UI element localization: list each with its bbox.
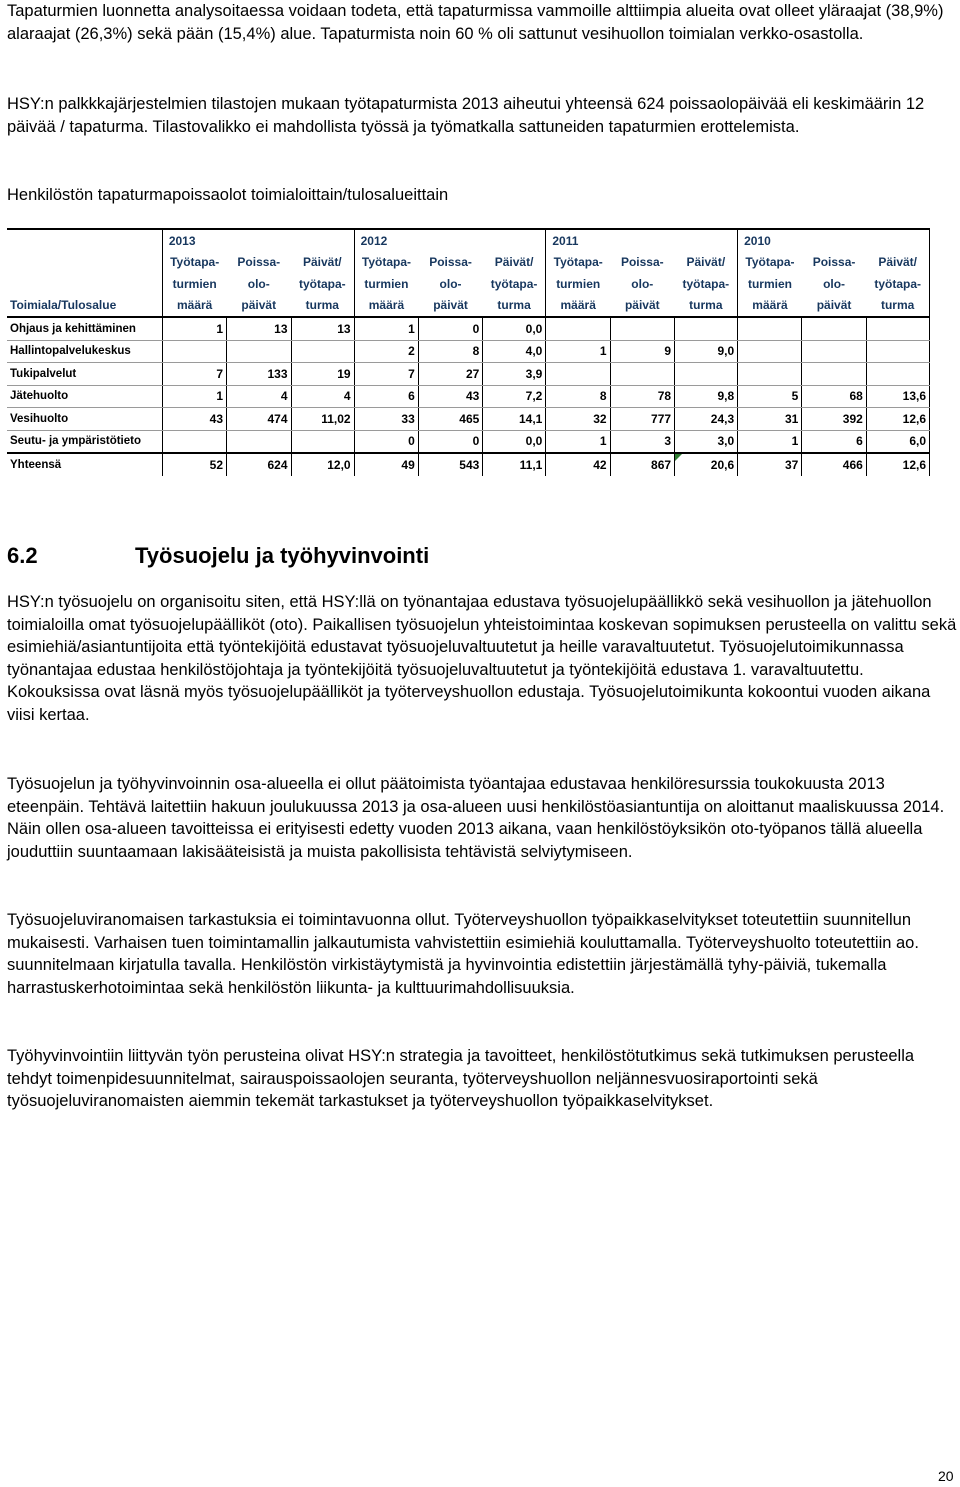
- year-header: 2011: [546, 229, 738, 252]
- wellbeing-paragraph: Työhyvinvointiin liittyvän työn perusteina olivat HSY:n strategia ja tavoitteet, henkilöstötutkimus sekä tutkimuksen perusteella tehdyt toimenpidesuunnitelmat, sairauspoissaolojen seuranta, työterveyshuollon neljännesvuosiraportointi sekä työsuojeluviranomaisten aiemmin tekemät tarkastukset ja työterveyshuollon työpaikkaselvitykset.: [7, 1047, 915, 1110]
- table-cell: 31: [738, 408, 802, 431]
- label-column-header: Toimiala/Tulosalue: [7, 295, 162, 318]
- table-cell: 27: [418, 363, 483, 386]
- table-cell: [227, 430, 292, 453]
- table-cell: 392: [802, 408, 867, 431]
- table-cell: 14,1: [483, 408, 546, 431]
- table-cell: 9,8: [675, 385, 738, 408]
- table-cell: 13: [227, 317, 292, 340]
- row-label: Seutu- ja ympäristötieto: [7, 430, 162, 453]
- column-header: turmien: [556, 276, 601, 291]
- column-header: Työtapa-: [553, 255, 603, 270]
- row-label: Ohjaus ja kehittäminen: [7, 317, 162, 340]
- accident-absence-table: [7, 228, 930, 476]
- table-cell: 32: [546, 408, 610, 431]
- table-cell: 3,9: [483, 363, 546, 386]
- year-header: 2012: [354, 229, 546, 252]
- table-cell: 78: [610, 385, 675, 408]
- blank-cell: [7, 229, 162, 252]
- total-cell: 11,1: [483, 453, 546, 476]
- table-cell: 7: [354, 363, 418, 386]
- table-cell: [802, 363, 867, 386]
- table-cell: [738, 363, 802, 386]
- table-cell: 4: [291, 385, 354, 408]
- section-heading: [7, 543, 429, 569]
- inspections-paragraph: Työsuojeluviranomaisen tarkastuksia ei toimintavuonna ollut. Työterveyshuollon työpaikkaselvitykset toteutettiin suunnitellun mukaisesti. Varhaisen tuen toimintamallin jalkautumista vahvistettiin esimiehiä kouluttamalla. Työterveyshuolto toteutettiin ao. suunnitelmaan kirjatulla tavalla. Henkilöstön virkistäytymistä ja hyvinvointia edistettiin järjestämällä tyhy-päiviä, tukemalla harrastuskerhotoimintaa sekä henkilöstön liikunta- ja kulttuurimahdollisuuksia.: [7, 911, 919, 997]
- year-header-row: [7, 229, 930, 252]
- total-cell: 624: [227, 453, 292, 476]
- table-cell: [802, 340, 867, 363]
- table-cell: 1: [738, 430, 802, 453]
- column-header: määrä: [162, 295, 226, 318]
- table-cell: 0,0: [483, 317, 546, 340]
- column-header: päivät: [418, 295, 483, 318]
- table-row: [7, 363, 930, 386]
- table-cell: 1: [162, 385, 226, 408]
- total-cell: 37: [738, 453, 802, 476]
- section-number: 6.2: [7, 543, 38, 568]
- table-row: [7, 385, 930, 408]
- table-cell: 465: [418, 408, 483, 431]
- table-cell: 0: [418, 430, 483, 453]
- total-cell: 12,0: [291, 453, 354, 476]
- table-cell: 13: [291, 317, 354, 340]
- table-cell: [738, 340, 802, 363]
- table-cell: 33: [354, 408, 418, 431]
- column-header: Poissa-: [237, 255, 281, 270]
- table-cell: 3: [610, 430, 675, 453]
- table-cell: [675, 317, 738, 340]
- table-cell: [227, 340, 292, 363]
- total-cell: 42: [546, 453, 610, 476]
- table-cell: 7: [162, 363, 226, 386]
- table-cell: 1: [546, 430, 610, 453]
- table-cell: [610, 317, 675, 340]
- table-cell: 6: [354, 385, 418, 408]
- table-cell: 0: [354, 430, 418, 453]
- table-cell: 43: [418, 385, 483, 408]
- table-cell: [738, 317, 802, 340]
- column-header-row: [7, 295, 930, 318]
- table-cell: 9,0: [675, 340, 738, 363]
- year-header: 2013: [162, 229, 354, 252]
- column-header: Poissa-: [812, 255, 856, 270]
- total-cell: 466: [802, 453, 867, 476]
- column-header: Työtapa-: [170, 255, 220, 270]
- column-header: turma: [866, 295, 929, 318]
- table-cell: [610, 363, 675, 386]
- table-cell: 11,02: [291, 408, 354, 431]
- column-header: olo-: [631, 276, 654, 291]
- table-caption: Henkilöstön tapaturmapoissaolot toimialoittain/tulosalueittain: [7, 186, 449, 204]
- row-label: Jätehuolto: [7, 385, 162, 408]
- column-header: turma: [675, 295, 738, 318]
- table-cell: 43: [162, 408, 226, 431]
- table-cell: 1: [162, 317, 226, 340]
- column-header: määrä: [546, 295, 610, 318]
- table-cell: 474: [227, 408, 292, 431]
- year-header: 2010: [738, 229, 930, 252]
- column-header: Päivät/: [483, 252, 546, 274]
- cell-marker-icon: [675, 454, 682, 461]
- column-header: määrä: [738, 295, 802, 318]
- table-row: [7, 340, 930, 363]
- section-title: Työsuojelu ja työhyvinvointi: [135, 543, 430, 568]
- table-cell: [291, 430, 354, 453]
- column-header: Poissa-: [620, 255, 664, 270]
- page-number: 20: [938, 1468, 954, 1484]
- safety-organisation-paragraph: HSY:n työsuojelu on organisoitu siten, että HSY:llä on työnantajaa edustava työsuojelupäällikkö sekä vesihuollon ja jätehuollon toimialoilla omat työsuojelupäälliköt (oto). Paikallisen työsuojelun yhteistoimintaa koskevan sopimuksen perusteella on valittu sekä esimiehiä/asiantuntijoita että työntekijöitä edustavat työsuojeluvaltuutetut ja heille varavaltuutetut. Työsuojelutoimikunnassa työnantajaa edustaa henkilöstöjohtaja ja työntekijöitä työsuojeluvaltuutetut ja työntekijöitä edustava 1. varavaltuutettu. Kokouksissa ovat läsnä myös työsuojelupäälliköt ja työterveyshuollon edustaja. Työsuojelutoimikunta kokoontui vuoden aikana viisi kertaa.: [7, 593, 957, 724]
- column-header: Päivät/: [675, 252, 738, 274]
- intro-paragraph: Tapaturmien luonnetta analysoitaessa voidaan todeta, että tapaturmissa vammoille alttiimpia alueita ovat olleet yläraajat (38,9%) alaraajat (26,3%) sekä pään (15,4%) alue. Tapaturmista noin 60 % oli sattunut vesihuollon toimialan verkko-osastolla.: [7, 2, 944, 43]
- table-cell: 13,6: [866, 385, 929, 408]
- table-cell: 2: [354, 340, 418, 363]
- table-cell: 0: [418, 317, 483, 340]
- resourcing-paragraph: Työsuojelun ja työhyvinvoinnin osa-alueella ei ollut päätoimista työantajaa edustavaa henkilöresurssia toukokuusta 2013 eteenpäin. Tehtävä laitettiin hakuun joulukuussa 2013 ja osa-alueen uusi henkilöstöasiantuntija on aloittanut maaliskuussa 2014. Näin ollen osa-alueen tavoitteissa ei erityisesti edetty vuoden 2013 aikana, vaan henkilöstöyksikön oto-työpanos tällä alueella jouduttiin suuntaamaan lakisääteisistä ja muista pakollisista tehtävistä selviytymiseen.: [7, 775, 945, 861]
- column-header: Työtapa-: [745, 255, 795, 270]
- column-header-row: [7, 252, 930, 274]
- table-cell: 5: [738, 385, 802, 408]
- absence-paragraph: HSY:n palkkkajärjestelmien tilastojen mukaan työtapaturmista 2013 aiheutui yhteensä 624 poissaolopäivää eli keskimäärin 12 päivää / tapaturma. Tilastovalikko ei mahdollista työssä ja työmatkalla sattuneiden tapaturmien erottelemista.: [7, 95, 925, 136]
- column-header: Poissa-: [429, 255, 472, 270]
- table-cell: [866, 340, 929, 363]
- column-header: työtapa-: [866, 273, 929, 295]
- column-header: turmien: [747, 276, 792, 291]
- table-cell: 1: [546, 340, 610, 363]
- table-cell: 8: [418, 340, 483, 363]
- table-cell: [866, 317, 929, 340]
- table-cell: 6,0: [866, 430, 929, 453]
- column-header: työtapa-: [483, 273, 546, 295]
- table-cell: 777: [610, 408, 675, 431]
- column-header: olo-: [823, 276, 846, 291]
- column-header: määrä: [354, 295, 418, 318]
- table-cell: 4,0: [483, 340, 546, 363]
- row-label: Tukipalvelut: [7, 363, 162, 386]
- blank-cell: [7, 252, 162, 274]
- column-header: Päivät/: [866, 252, 929, 274]
- column-header-row: [7, 273, 930, 295]
- total-cell: 52: [162, 453, 226, 476]
- table-cell: 133: [227, 363, 292, 386]
- table-cell: 1: [354, 317, 418, 340]
- table-cell: 9: [610, 340, 675, 363]
- column-header: päivät: [610, 295, 675, 318]
- table-cell: 24,3: [675, 408, 738, 431]
- total-row: [7, 453, 930, 476]
- table-cell: 3,0: [675, 430, 738, 453]
- table-row: [7, 430, 930, 453]
- table-cell: [802, 317, 867, 340]
- column-header: Työtapa-: [361, 255, 411, 270]
- column-header: Päivät/: [291, 252, 354, 274]
- column-header: työtapa-: [675, 273, 738, 295]
- table-cell: [675, 363, 738, 386]
- table-cell: 8: [546, 385, 610, 408]
- row-label: Hallintopalvelukeskus: [7, 340, 162, 363]
- table-cell: 7,2: [483, 385, 546, 408]
- column-header: päivät: [802, 295, 867, 318]
- table-cell: [546, 363, 610, 386]
- table-cell: 4: [227, 385, 292, 408]
- table-cell: 0,0: [483, 430, 546, 453]
- table-cell: 19: [291, 363, 354, 386]
- column-header: turmien: [172, 276, 217, 291]
- column-header: turma: [291, 295, 354, 318]
- table-cell: [162, 340, 226, 363]
- row-label: Vesihuolto: [7, 408, 162, 431]
- table-row: [7, 317, 930, 340]
- table-cell: [866, 363, 929, 386]
- column-header: työtapa-: [291, 273, 354, 295]
- column-header: päivät: [227, 295, 292, 318]
- total-label: Yhteensä: [7, 453, 162, 476]
- blank-cell: [7, 273, 162, 295]
- column-header: turmien: [364, 276, 409, 291]
- table-cell: [162, 430, 226, 453]
- column-header: olo-: [247, 276, 270, 291]
- table-cell: 68: [802, 385, 867, 408]
- total-cell: 20,6: [675, 453, 738, 476]
- total-cell: 12,6: [866, 453, 929, 476]
- table-cell: [291, 340, 354, 363]
- column-header: turma: [483, 295, 546, 318]
- column-header: olo-: [439, 276, 462, 291]
- total-cell: 49: [354, 453, 418, 476]
- table-cell: [546, 317, 610, 340]
- total-cell: 867: [610, 453, 675, 476]
- table-cell: 12,6: [866, 408, 929, 431]
- table-cell: 6: [802, 430, 867, 453]
- total-cell: 543: [418, 453, 483, 476]
- table-row: [7, 408, 930, 431]
